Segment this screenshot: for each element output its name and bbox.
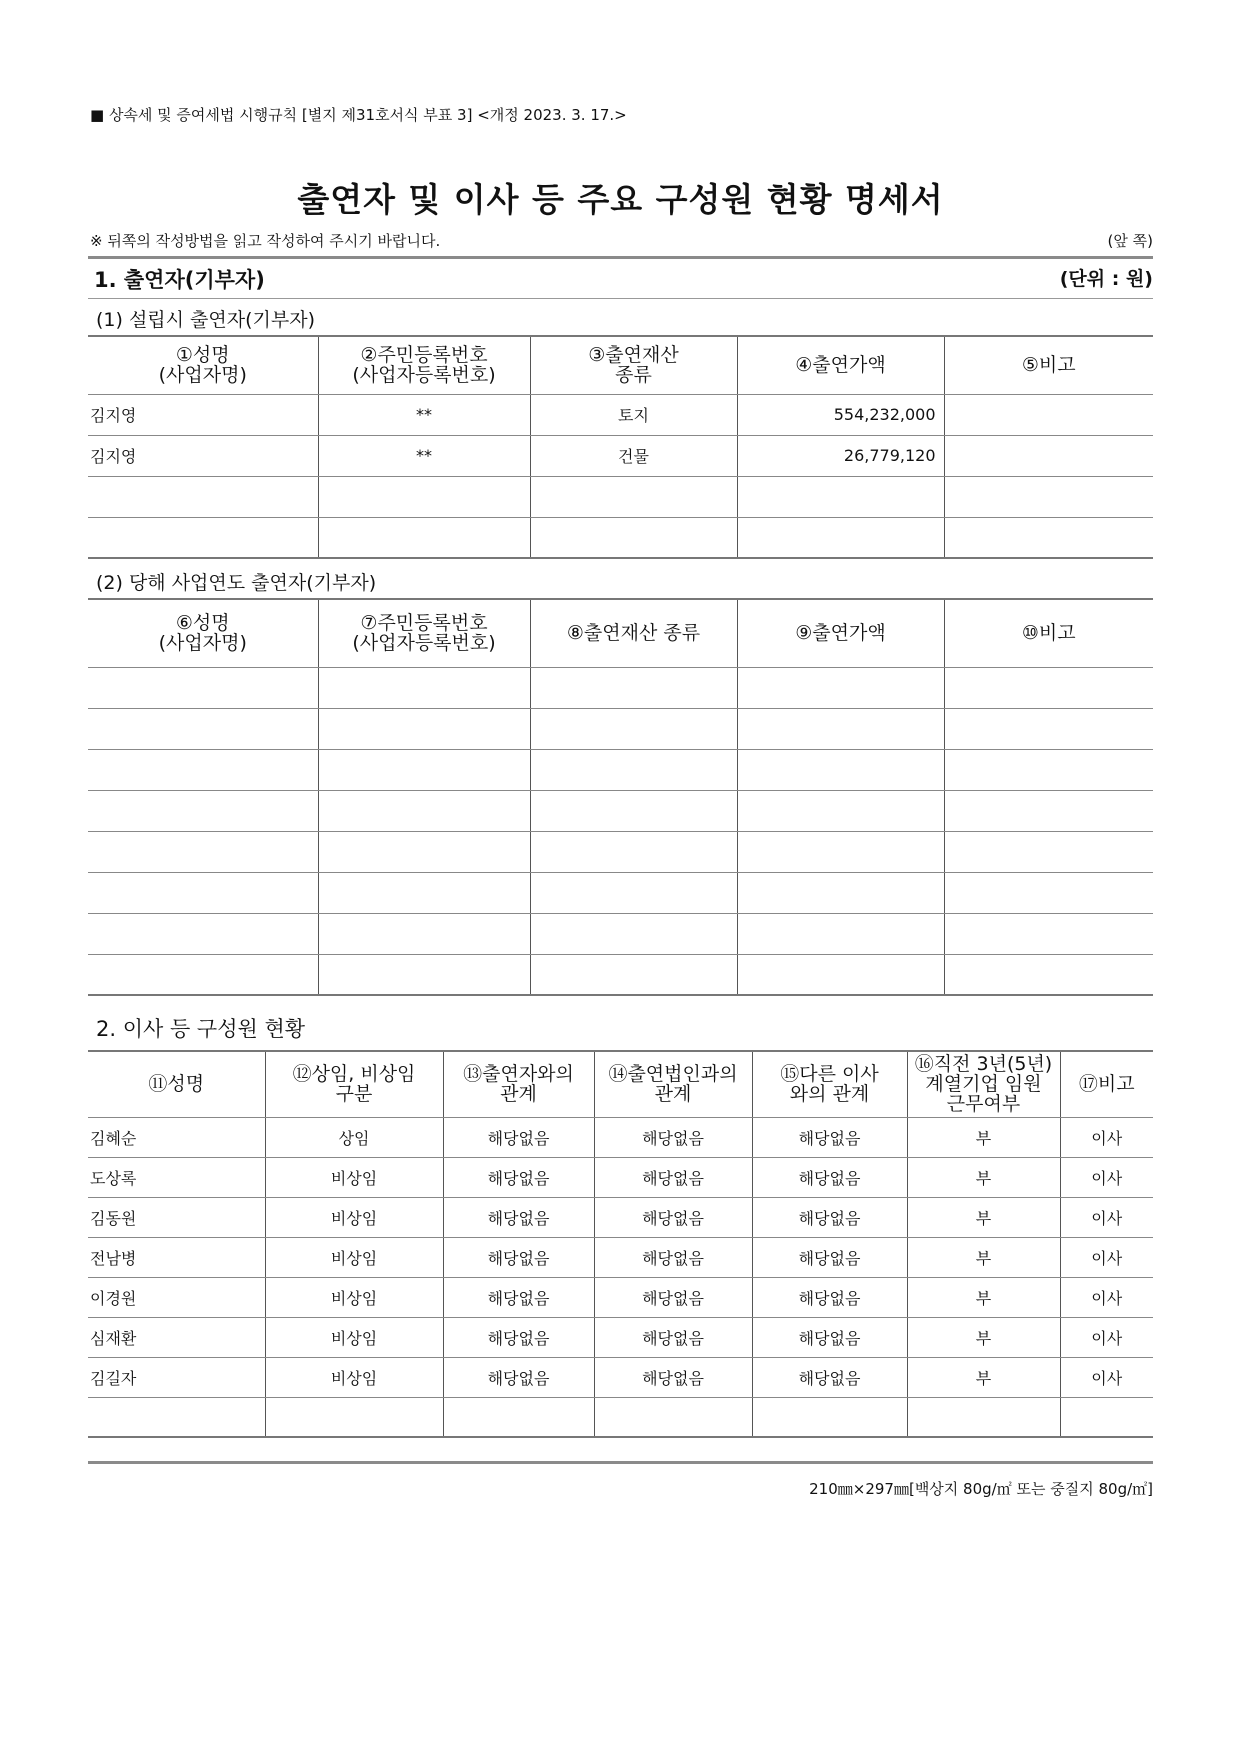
table-cell: 해당없음	[752, 1157, 907, 1197]
column-header: ⑯직전 3년(5년) 계열기업 임원 근무여부	[907, 1051, 1060, 1117]
table-row	[88, 749, 1153, 790]
table-cell: 도상록	[88, 1157, 265, 1197]
table-cell: 상임	[265, 1117, 443, 1157]
table-cell	[318, 831, 530, 872]
table-row	[88, 394, 1153, 435]
table-cell	[530, 667, 737, 708]
unit-label: (단위 : 원)	[1059, 268, 1153, 290]
table-row	[88, 1117, 1153, 1157]
table-cell	[318, 872, 530, 913]
instruction-note: ※ 뒤쪽의 작성방법을 읽고 작성하여 주시기 바랍니다.	[90, 232, 441, 250]
table-row	[88, 667, 1153, 708]
column-header: ⑤비고	[944, 336, 1153, 394]
table-cell	[944, 435, 1153, 476]
table-cell	[88, 913, 318, 954]
table-cell	[318, 517, 530, 558]
table-cell	[944, 708, 1153, 749]
table-row	[88, 1317, 1153, 1357]
table-cell	[944, 831, 1153, 872]
column-header: ⑥성명 (사업자명)	[88, 599, 318, 667]
table-cell: 해당없음	[594, 1237, 752, 1277]
table-cell	[530, 708, 737, 749]
divider	[88, 1461, 1153, 1464]
table-cell	[944, 749, 1153, 790]
table-cell: 비상임	[265, 1197, 443, 1237]
column-header: ⑧출연재산 종류	[530, 599, 737, 667]
table-cell: 해당없음	[443, 1197, 594, 1237]
table-cell: 이사	[1060, 1357, 1153, 1397]
table-cell: 해당없음	[594, 1277, 752, 1317]
table-cell	[737, 954, 944, 995]
table-cell: 해당없음	[594, 1197, 752, 1237]
table-cell: 해당없음	[443, 1317, 594, 1357]
table-cell: 해당없음	[443, 1117, 594, 1157]
table-cell	[530, 517, 737, 558]
table-cell	[318, 708, 530, 749]
table-cell	[530, 954, 737, 995]
current-year-contributors-table	[88, 598, 1153, 996]
table-cell: 해당없음	[594, 1157, 752, 1197]
column-header: ③출연재산 종류	[530, 336, 737, 394]
table-row	[88, 954, 1153, 995]
table-cell: 건물	[530, 435, 737, 476]
table-cell	[88, 667, 318, 708]
table-cell: 해당없음	[443, 1237, 594, 1277]
table-cell	[88, 954, 318, 995]
column-header: ②주민등록번호 (사업자등록번호)	[318, 336, 530, 394]
divider	[88, 298, 1153, 299]
table-cell	[530, 831, 737, 872]
table-cell	[944, 872, 1153, 913]
column-header: ⑫상임, 비상임 구분	[265, 1051, 443, 1117]
table-row	[88, 1397, 1153, 1437]
table-cell: 이사	[1060, 1237, 1153, 1277]
section1-title: 1. 출연자(기부자)	[94, 268, 265, 292]
legal-reference: ■ 상속세 및 증여세법 시행규칙 [별지 제31호서식 부표 3] <개정 2023. 3. 17.>	[90, 106, 627, 124]
table-cell: 이사	[1060, 1277, 1153, 1317]
table-cell: 비상임	[265, 1357, 443, 1397]
table-cell: 해당없음	[752, 1277, 907, 1317]
column-header: ①성명 (사업자명)	[88, 336, 318, 394]
column-header: ⑨출연가액	[737, 599, 944, 667]
table-row	[88, 1197, 1153, 1237]
table-row	[88, 872, 1153, 913]
table-cell: 김지영	[88, 394, 318, 435]
table-row	[88, 831, 1153, 872]
table-cell: 해당없음	[443, 1277, 594, 1317]
table-cell: 해당없음	[752, 1117, 907, 1157]
table-cell	[88, 790, 318, 831]
divider	[88, 256, 1153, 259]
table-cell: 해당없음	[752, 1317, 907, 1357]
table-cell: 이사	[1060, 1197, 1153, 1237]
table-cell	[944, 394, 1153, 435]
table-cell: 심재환	[88, 1317, 265, 1357]
table-cell: 부	[907, 1117, 1060, 1157]
section2-title: 2. 이사 등 구성원 현황	[96, 1017, 306, 1041]
table-row	[88, 790, 1153, 831]
table-cell: 이사	[1060, 1117, 1153, 1157]
table-cell: 해당없음	[594, 1317, 752, 1357]
table-cell: 부	[907, 1357, 1060, 1397]
table-cell	[752, 1397, 907, 1437]
table-cell	[88, 872, 318, 913]
table-cell	[944, 476, 1153, 517]
table-cell: 해당없음	[443, 1357, 594, 1397]
table-cell	[944, 517, 1153, 558]
table-cell	[737, 872, 944, 913]
board-members-table	[88, 1050, 1153, 1438]
table-cell	[737, 708, 944, 749]
table-cell: 해당없음	[594, 1117, 752, 1157]
table-cell	[318, 749, 530, 790]
table-cell: 부	[907, 1157, 1060, 1197]
table-cell	[944, 790, 1153, 831]
table-cell	[530, 913, 737, 954]
table-row	[88, 435, 1153, 476]
table-row	[88, 476, 1153, 517]
table-cell: 해당없음	[752, 1197, 907, 1237]
table-cell: 해당없음	[752, 1357, 907, 1397]
table-cell	[1060, 1397, 1153, 1437]
paper-spec: 210㎜×297㎜[백상지 80g/㎡ 또는 중질지 80g/㎡]	[809, 1480, 1153, 1498]
table-cell	[530, 872, 737, 913]
table-cell	[88, 517, 318, 558]
table-cell: 김혜순	[88, 1117, 265, 1157]
table-cell	[737, 749, 944, 790]
table-cell: 부	[907, 1197, 1060, 1237]
table-cell: 김지영	[88, 435, 318, 476]
table-cell	[318, 667, 530, 708]
table-cell: 이경원	[88, 1277, 265, 1317]
table-row	[88, 1157, 1153, 1197]
table-cell	[737, 831, 944, 872]
table-cell	[88, 1397, 265, 1437]
table-cell	[318, 954, 530, 995]
page-side-label: (앞 쪽)	[1107, 232, 1153, 250]
table-cell	[737, 517, 944, 558]
table-cell: 부	[907, 1277, 1060, 1317]
founding-contributors-subtitle: (1) 설립시 출연자(기부자)	[96, 309, 316, 331]
table-cell	[737, 476, 944, 517]
table-cell: 전남병	[88, 1237, 265, 1277]
table-cell	[318, 790, 530, 831]
table-cell	[265, 1397, 443, 1437]
table-cell	[944, 954, 1153, 995]
table-cell	[88, 749, 318, 790]
table-cell	[594, 1397, 752, 1437]
table-row	[88, 913, 1153, 954]
column-header: ⑦주민등록번호 (사업자등록번호)	[318, 599, 530, 667]
column-header: ④출연가액	[737, 336, 944, 394]
table-cell: 김길자	[88, 1357, 265, 1397]
table-cell	[530, 476, 737, 517]
table-cell: 부	[907, 1237, 1060, 1277]
column-header: ⑮다른 이사 와의 관계	[752, 1051, 907, 1117]
table-cell	[530, 749, 737, 790]
table-cell: 이사	[1060, 1317, 1153, 1357]
table-cell: 이사	[1060, 1157, 1153, 1197]
table-cell: 554,232,000	[737, 394, 944, 435]
table-cell	[318, 476, 530, 517]
table-row	[88, 1237, 1153, 1277]
column-header: ⑰비고	[1060, 1051, 1153, 1117]
table-cell: 토지	[530, 394, 737, 435]
table-cell	[318, 913, 530, 954]
table-cell	[737, 667, 944, 708]
table-row	[88, 1357, 1153, 1397]
table-cell: 26,779,120	[737, 435, 944, 476]
table-cell: 비상임	[265, 1277, 443, 1317]
table-cell	[944, 667, 1153, 708]
table-cell	[443, 1397, 594, 1437]
table-cell: 비상임	[265, 1237, 443, 1277]
table-cell: **	[318, 394, 530, 435]
table-cell: 비상임	[265, 1317, 443, 1357]
table-cell	[530, 790, 737, 831]
table-cell: 부	[907, 1317, 1060, 1357]
column-header: ⑩비고	[944, 599, 1153, 667]
table-cell: 비상임	[265, 1157, 443, 1197]
table-cell	[737, 790, 944, 831]
column-header: ⑬출연자와의 관계	[443, 1051, 594, 1117]
page-title: 출연자 및 이사 등 주요 구성원 현황 명세서	[297, 180, 944, 219]
column-header: ⑭출연법인과의 관계	[594, 1051, 752, 1117]
table-cell	[88, 476, 318, 517]
column-header: ⑪성명	[88, 1051, 265, 1117]
table-row	[88, 708, 1153, 749]
founding-contributors-table	[88, 335, 1153, 559]
table-row	[88, 1277, 1153, 1317]
table-cell	[944, 913, 1153, 954]
table-cell: 해당없음	[752, 1237, 907, 1277]
table-cell	[737, 913, 944, 954]
current-year-contributors-subtitle: (2) 당해 사업연도 출연자(기부자)	[96, 572, 377, 594]
table-cell: 김동원	[88, 1197, 265, 1237]
table-cell	[907, 1397, 1060, 1437]
table-cell: 해당없음	[594, 1357, 752, 1397]
table-cell: 해당없음	[443, 1157, 594, 1197]
table-cell: **	[318, 435, 530, 476]
table-row	[88, 517, 1153, 558]
table-cell	[88, 831, 318, 872]
table-cell	[88, 708, 318, 749]
